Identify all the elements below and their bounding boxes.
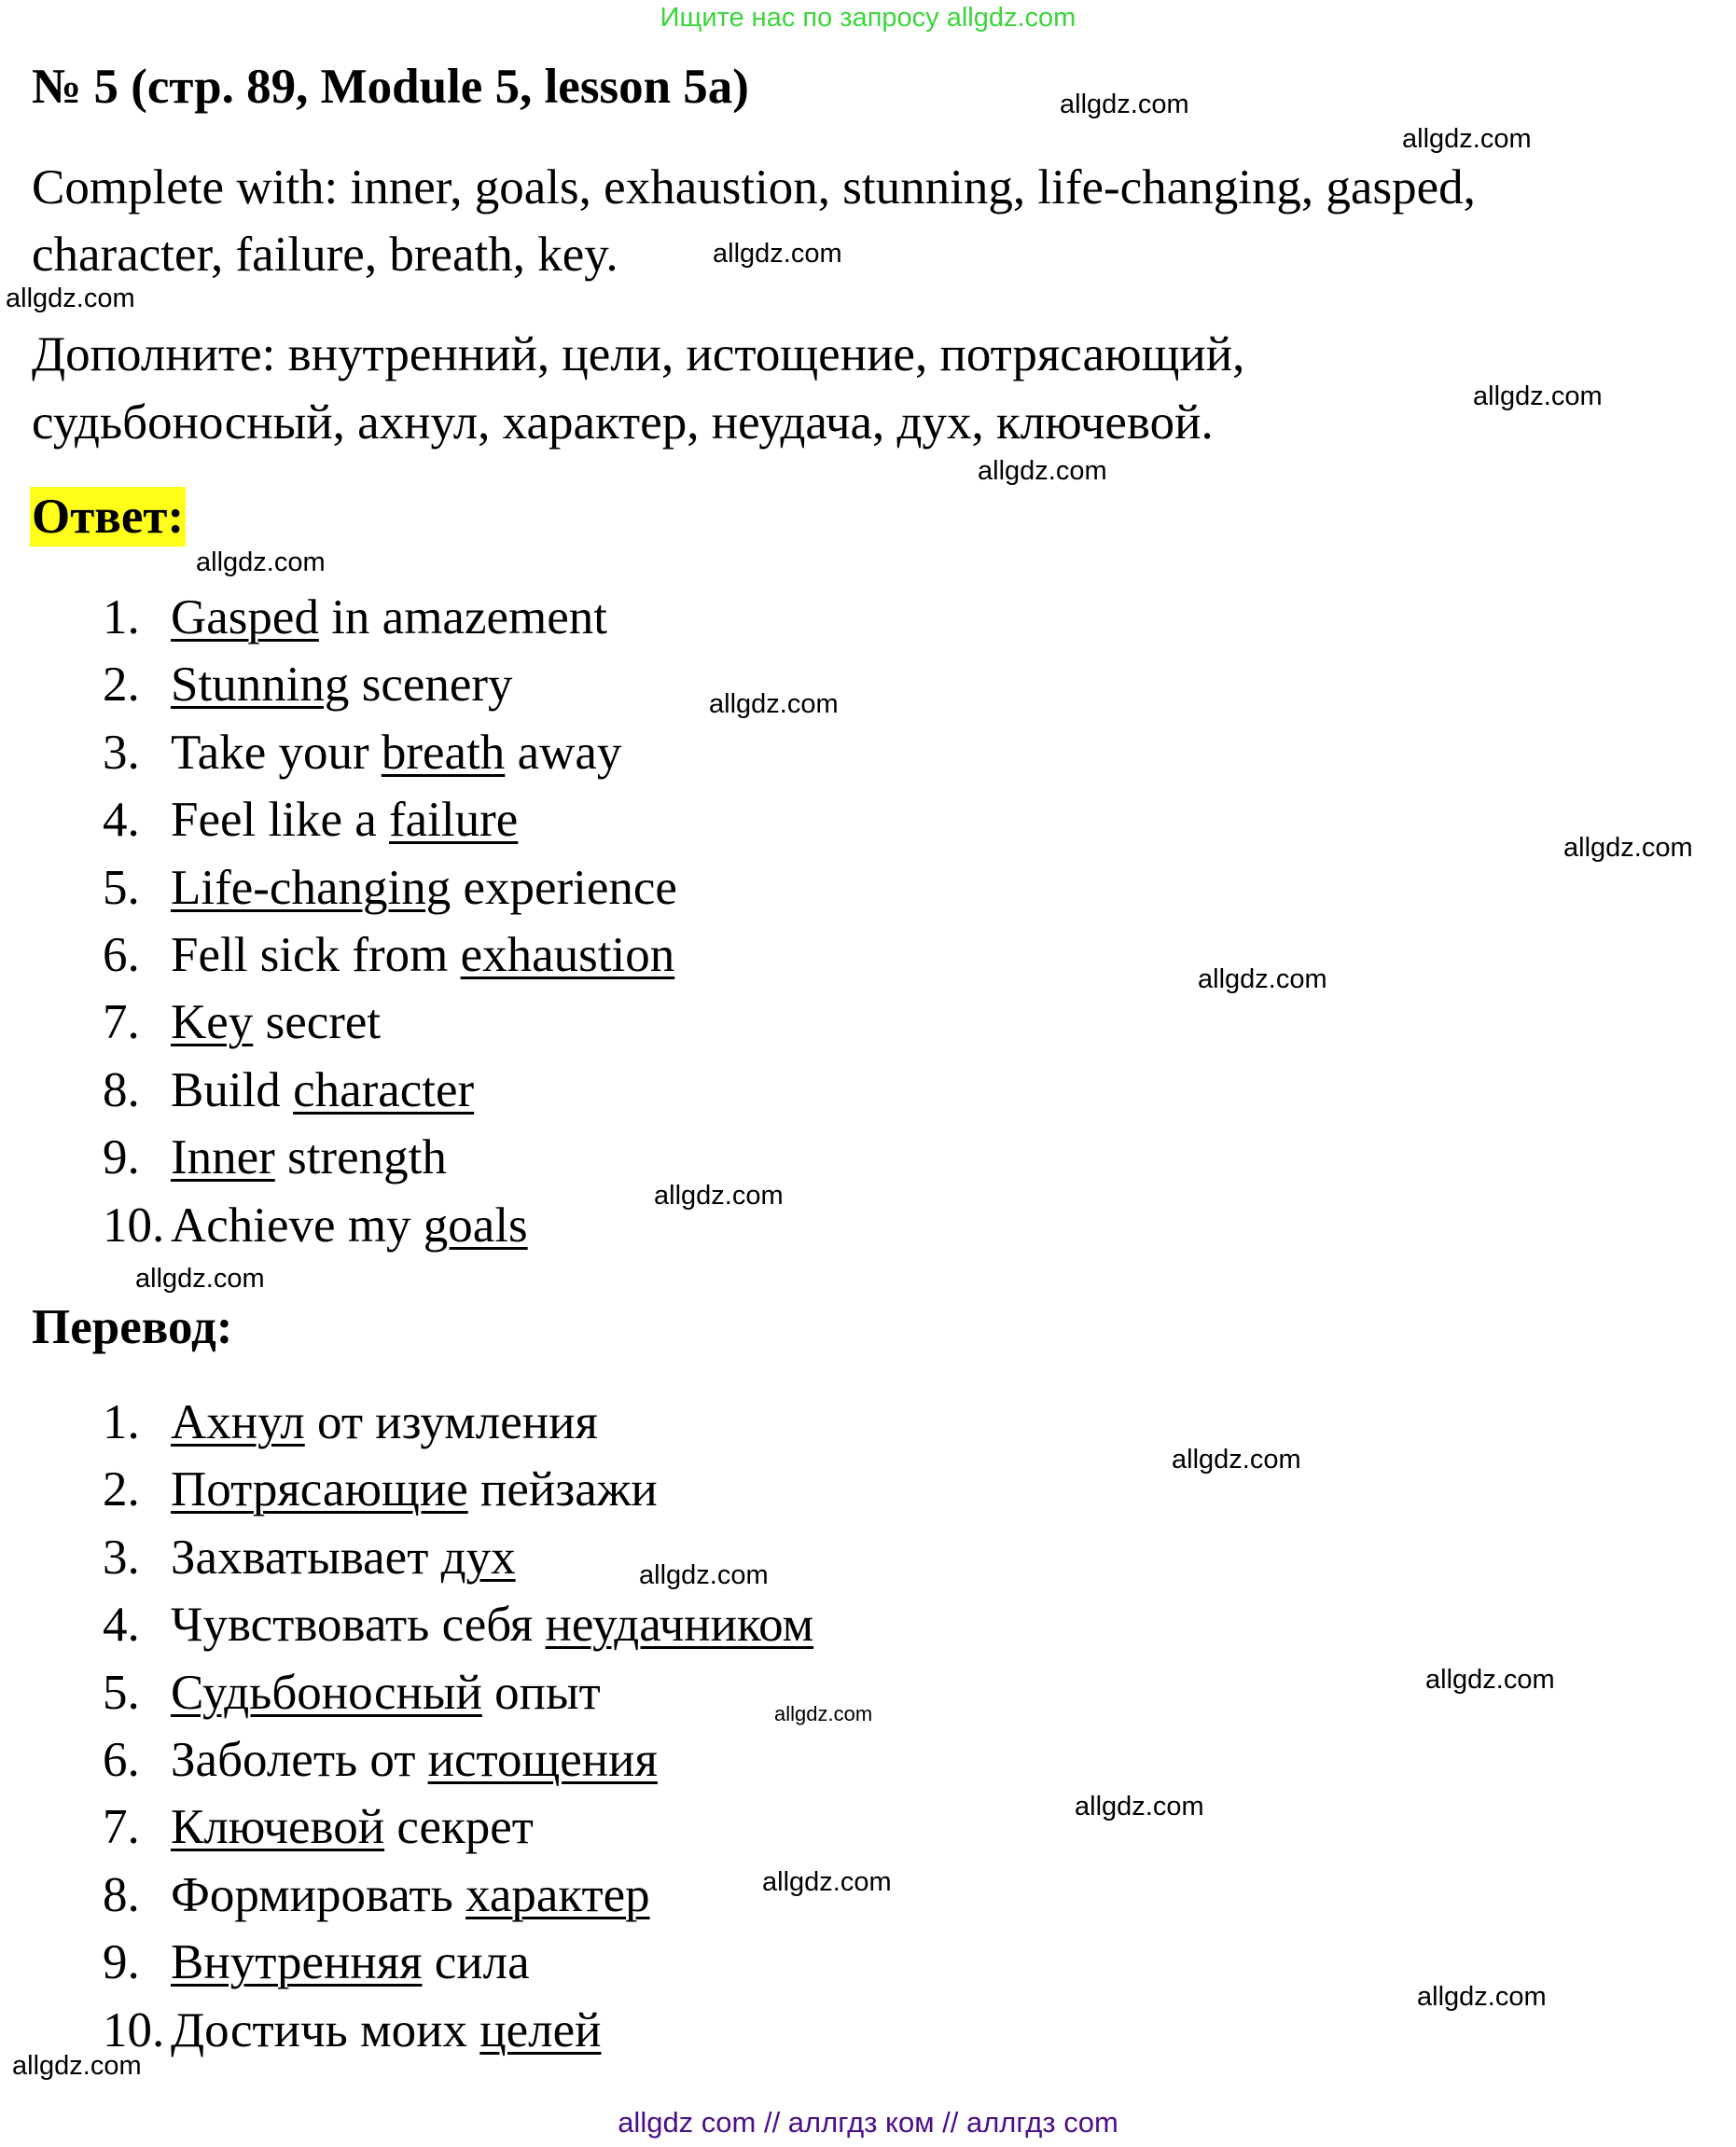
translation-item	[103, 1531, 516, 1585]
item-number: 8.	[103, 1867, 140, 1922]
item-number: 7.	[103, 1800, 140, 1855]
item-text: secret	[253, 995, 382, 1050]
underlined-word: goals	[423, 1198, 528, 1253]
underlined-word: Stunning	[171, 658, 350, 713]
underlined-word: Inner	[171, 1130, 275, 1185]
watermark-text: allgdz.com	[1075, 1792, 1204, 1821]
watermark-text: allgdz.com	[1563, 833, 1693, 863]
translation-item	[103, 1462, 658, 1517]
item-number: 9.	[103, 1130, 140, 1185]
underlined-word: истощения	[427, 1733, 658, 1787]
item-text: секрет	[384, 1800, 534, 1855]
underlined-word: Ахнул	[171, 1395, 305, 1449]
item-number: 6.	[103, 1733, 140, 1787]
watermark-text: allgdz.com	[1060, 90, 1189, 119]
item-text: away	[505, 725, 622, 780]
item-text: опыт	[481, 1665, 601, 1720]
item-number: 1.	[103, 590, 140, 644]
item-number: 4.	[103, 793, 140, 848]
item-text: Захватывает	[171, 1530, 441, 1585]
underlined-word: failure	[389, 793, 519, 848]
watermark-text: allgdz.com	[774, 1702, 873, 1725]
watermark-text: allgdz.com	[978, 456, 1107, 486]
item-number: 9.	[103, 1935, 140, 1990]
translation-item	[103, 1598, 813, 1652]
item-number: 7.	[103, 995, 140, 1050]
item-text: пейзажи	[467, 1462, 658, 1517]
watermark-text: allgdz.com	[135, 1264, 265, 1294]
answer-item	[103, 793, 518, 847]
watermark-text: allgdz.com	[654, 1181, 784, 1211]
item-number: 6.	[103, 928, 140, 982]
item-text: от изумления	[304, 1395, 598, 1449]
instruction-ru-line-2: судьбоносный, ахнул, характер, неудача, дух, ключевой.	[32, 395, 1214, 450]
item-text: Take your	[171, 725, 382, 780]
translation-item	[103, 1868, 650, 1922]
underlined-word: неудачником	[545, 1598, 814, 1653]
item-text: Build	[171, 1062, 294, 1117]
answer-item	[103, 1198, 528, 1253]
answer-item	[103, 1063, 474, 1117]
underlined-word: exhaustion	[460, 928, 675, 982]
item-number: 3.	[103, 1530, 140, 1585]
underlined-word: Потрясающие	[171, 1462, 468, 1517]
underlined-word: Life-changing	[171, 860, 451, 915]
underlined-word: Внутренняя	[171, 1935, 423, 1990]
answer-item	[103, 928, 674, 982]
underlined-word: character	[293, 1062, 475, 1117]
item-text: Achieve my	[171, 1198, 424, 1253]
translation-item	[103, 1666, 601, 1720]
watermark-text: allgdz.com	[709, 689, 839, 719]
item-text: Feel like a	[171, 793, 389, 848]
item-number: 5.	[103, 1665, 140, 1720]
item-number: 2.	[103, 1462, 140, 1517]
answer-item	[103, 861, 677, 915]
item-text: scenery	[349, 658, 513, 713]
item-number: 10.	[103, 1198, 165, 1253]
watermark-text: allgdz.com	[12, 2051, 142, 2081]
watermark-text: allgdz.com	[1425, 1665, 1555, 1695]
underlined-word: Key	[171, 995, 254, 1050]
item-text: Заболеть от	[171, 1733, 428, 1787]
item-number: 3.	[103, 725, 140, 780]
item-text: Fell sick from	[171, 928, 461, 982]
item-number: 4.	[103, 1598, 140, 1653]
exercise-title: № 5 (стр. 89, Module 5, lesson 5a)	[32, 60, 749, 114]
answer-item	[103, 590, 607, 644]
watermark-text: allgdz.com	[1198, 964, 1327, 994]
translation-heading: Перевод:	[32, 1300, 233, 1354]
answer-item	[103, 726, 621, 780]
instruction-en-line-2: character, failure, breath, key.	[32, 228, 618, 282]
watermark-text: allgdz.com	[762, 1867, 892, 1897]
translation-item	[103, 1733, 658, 1787]
answer-item	[103, 995, 381, 1049]
item-text: Достичь моих	[171, 2002, 480, 2057]
item-text: strength	[274, 1130, 447, 1185]
item-number: 2.	[103, 658, 140, 713]
translation-item	[103, 1800, 534, 1854]
watermark-text: allgdz.com	[639, 1560, 769, 1590]
item-number: 1.	[103, 1395, 140, 1449]
translation-item	[103, 1395, 598, 1449]
translation-item	[103, 2003, 601, 2057]
watermark-text: allgdz.com	[6, 284, 135, 313]
answer-heading: Ответ:	[30, 487, 186, 547]
item-text: experience	[451, 860, 677, 915]
item-text: Чувствовать себя	[171, 1598, 546, 1653]
bottom-note: allgdz com // аллгдз ком // аллгдз com	[618, 2106, 1118, 2139]
item-text: in amazement	[318, 590, 607, 644]
item-text: сила	[422, 1935, 530, 1990]
top-note: Ищите нас по запросу allgdz.com	[660, 3, 1076, 33]
watermark-text: allgdz.com	[196, 547, 326, 577]
underlined-word: характер	[465, 1867, 650, 1922]
underlined-word: дух	[440, 1530, 516, 1585]
item-number: 5.	[103, 860, 140, 915]
underlined-word: breath	[381, 725, 506, 780]
underlined-word: целей	[479, 2002, 602, 2057]
underlined-word: Ключевой	[171, 1800, 385, 1855]
item-text: Формировать	[171, 1867, 466, 1922]
watermark-text: allgdz.com	[1473, 381, 1603, 411]
underlined-word: Судьбоносный	[171, 1665, 482, 1720]
watermark-text: allgdz.com	[1402, 124, 1532, 154]
instruction-en-line-1: Complete with: inner, goals, exhaustion, stunning, life-changing, gasped,	[32, 160, 1476, 215]
answer-item	[103, 658, 513, 712]
item-number: 10.	[103, 2002, 165, 2057]
watermark-text: allgdz.com	[1172, 1445, 1301, 1475]
instruction-ru-line-1: Дополните: внутренний, цели, истощение, потрясающий,	[32, 327, 1245, 381]
watermark-text: allgdz.com	[713, 239, 842, 269]
item-number: 8.	[103, 1062, 140, 1117]
answer-item	[103, 1130, 447, 1184]
watermark-text: allgdz.com	[1417, 1982, 1547, 2012]
translation-item	[103, 1935, 530, 1989]
underlined-word: Gasped	[171, 590, 319, 644]
